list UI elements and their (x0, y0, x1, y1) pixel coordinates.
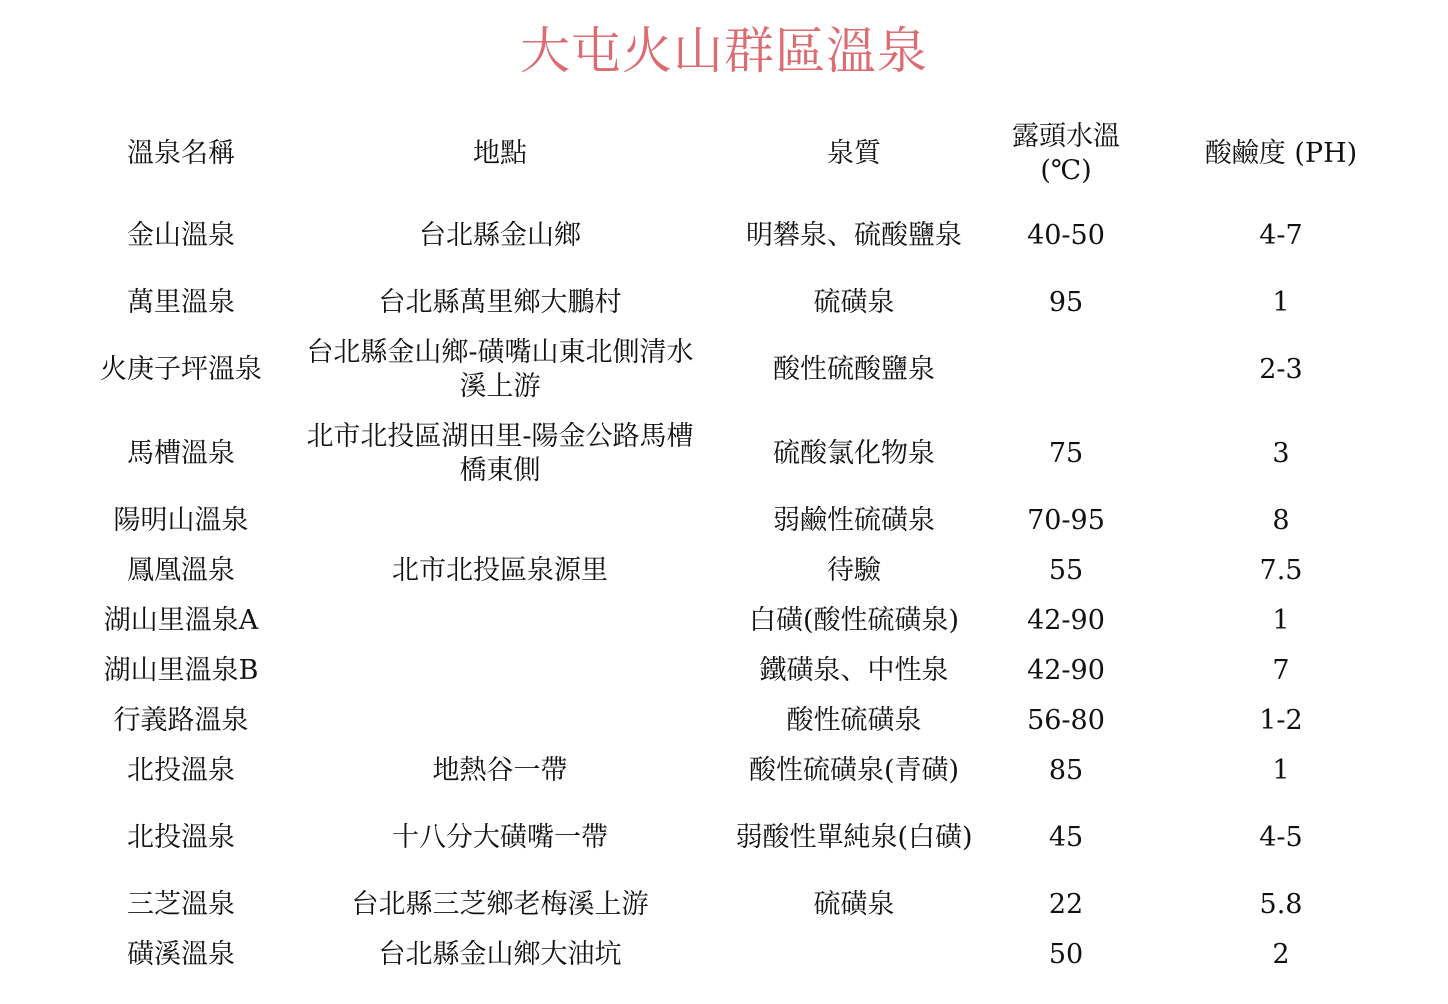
temperature-cell: 95 (1048, 287, 1084, 318)
location-cell: 地熱谷一帶 (432, 755, 568, 786)
ph-cell: 7 (1272, 655, 1290, 686)
column-header-temperature (1000, 114, 1132, 194)
quality-cell: 弱鹼性硫磺泉 (773, 505, 935, 536)
spring-name-cell: 三芝溫泉 (127, 889, 235, 920)
table-row (70, 194, 1430, 278)
quality-cell: 酸性硫磺泉(青磺) (748, 755, 960, 786)
temperature-cell: 45 (1048, 822, 1084, 853)
spring-name-cell: 磺溪溫泉 (127, 939, 235, 970)
quality-cell: 酸性硫酸鹽泉 (773, 354, 935, 385)
column-header-name: 溫泉名稱 (127, 138, 235, 169)
temperature-cell: 75 (1048, 438, 1084, 469)
table-row (70, 696, 1430, 746)
hot-springs-table (70, 114, 1430, 980)
table-body (70, 194, 1430, 980)
ph-cell: 7.5 (1259, 555, 1303, 586)
quality-cell: 硫磺泉 (813, 889, 895, 920)
ph-cell: 1 (1272, 605, 1290, 636)
quality-cell: 明礬泉、硫酸鹽泉 (746, 220, 962, 251)
location-cell (292, 696, 708, 746)
table-row (70, 278, 1430, 328)
table-row (70, 880, 1430, 930)
temperature-cell: 22 (1048, 889, 1084, 920)
table-row (70, 796, 1430, 880)
quality-cell: 待驗 (827, 555, 881, 586)
location-cell: 台北縣金山鄉大油坑 (378, 939, 622, 970)
ph-cell: 1 (1272, 287, 1290, 318)
table-row (70, 746, 1430, 796)
location-cell (292, 596, 708, 646)
ph-cell: 4-5 (1259, 822, 1303, 853)
temperature-header-line2: (℃) (1040, 155, 1092, 186)
column-header-location: 地點 (473, 138, 527, 169)
ph-cell: 4-7 (1259, 220, 1303, 251)
table-row (70, 496, 1430, 546)
table-row (70, 596, 1430, 646)
spring-name-cell: 馬槽溫泉 (127, 438, 235, 469)
quality-cell: 弱酸性單純泉(白磺) (735, 822, 973, 853)
location-cell (292, 646, 708, 696)
spring-name-cell: 湖山里溫泉B (103, 655, 259, 686)
quality-cell: 硫磺泉 (813, 287, 895, 318)
quality-cell: 白磺(酸性硫磺泉) (748, 605, 960, 636)
spring-name-cell: 北投溫泉 (127, 755, 235, 786)
location-cell: 台北縣三芝鄉老梅溪上游 (351, 889, 649, 920)
table-row (70, 328, 1430, 412)
location-cell: 北市北投區湖田里-陽金公路馬槽橋東側 (306, 421, 694, 486)
quality-cell: 硫酸氯化物泉 (773, 438, 935, 469)
spring-name-cell: 金山溫泉 (127, 220, 235, 251)
temperature-cell: 55 (1048, 555, 1084, 586)
quality-cell (708, 930, 1000, 980)
temperature-cell: 56-80 (1027, 705, 1105, 736)
ph-cell: 5.8 (1259, 889, 1303, 920)
spring-name-cell: 火庚子坪溫泉 (100, 354, 262, 385)
ph-cell: 1 (1272, 755, 1290, 786)
ph-cell: 2 (1272, 939, 1290, 970)
column-header-quality: 泉質 (827, 138, 881, 169)
spring-name-cell: 北投溫泉 (127, 822, 235, 853)
table-header (70, 114, 1430, 194)
temperature-cell: 42-90 (1027, 605, 1105, 636)
spring-name-cell: 萬里溫泉 (127, 287, 235, 318)
temperature-cell: 42-90 (1027, 655, 1105, 686)
temperature-cell: 50 (1048, 939, 1084, 970)
table-row (70, 412, 1430, 496)
spring-name-cell: 鳳凰溫泉 (127, 555, 235, 586)
location-cell: 北市北投區泉源里 (392, 555, 608, 586)
ph-cell: 1-2 (1259, 705, 1303, 736)
column-header-ph: 酸鹼度 (PH) (1204, 138, 1358, 169)
temperature-cell (1000, 328, 1132, 412)
location-cell: 十八分大磺嘴一帶 (392, 822, 608, 853)
table-row (70, 546, 1430, 596)
temperature-cell: 40-50 (1027, 220, 1105, 251)
table-row (70, 930, 1430, 980)
temperature-cell: 70-95 (1027, 505, 1105, 536)
location-cell: 台北縣金山鄉-磺嘴山東北側清水溪上游 (306, 337, 694, 402)
temperature-header-line1: 露頭水溫 (1012, 121, 1120, 152)
spring-name-cell: 陽明山溫泉 (113, 505, 249, 536)
spring-name-cell: 行義路溫泉 (113, 705, 249, 736)
ph-cell: 2-3 (1259, 354, 1303, 385)
location-cell: 台北縣金山鄉 (419, 220, 581, 251)
spring-name-cell: 湖山里溫泉A (103, 605, 259, 636)
location-cell (292, 496, 708, 546)
temperature-cell: 85 (1048, 755, 1084, 786)
quality-cell: 酸性硫磺泉 (786, 705, 922, 736)
quality-cell: 鐵磺泉、中性泉 (759, 655, 949, 686)
ph-cell: 8 (1272, 505, 1290, 536)
page-title: 大屯火山群區溫泉 (520, 22, 928, 80)
location-cell: 台北縣萬里鄉大鵬村 (378, 287, 622, 318)
table-row (70, 646, 1430, 696)
ph-cell: 3 (1272, 438, 1290, 469)
header-row (70, 114, 1430, 194)
